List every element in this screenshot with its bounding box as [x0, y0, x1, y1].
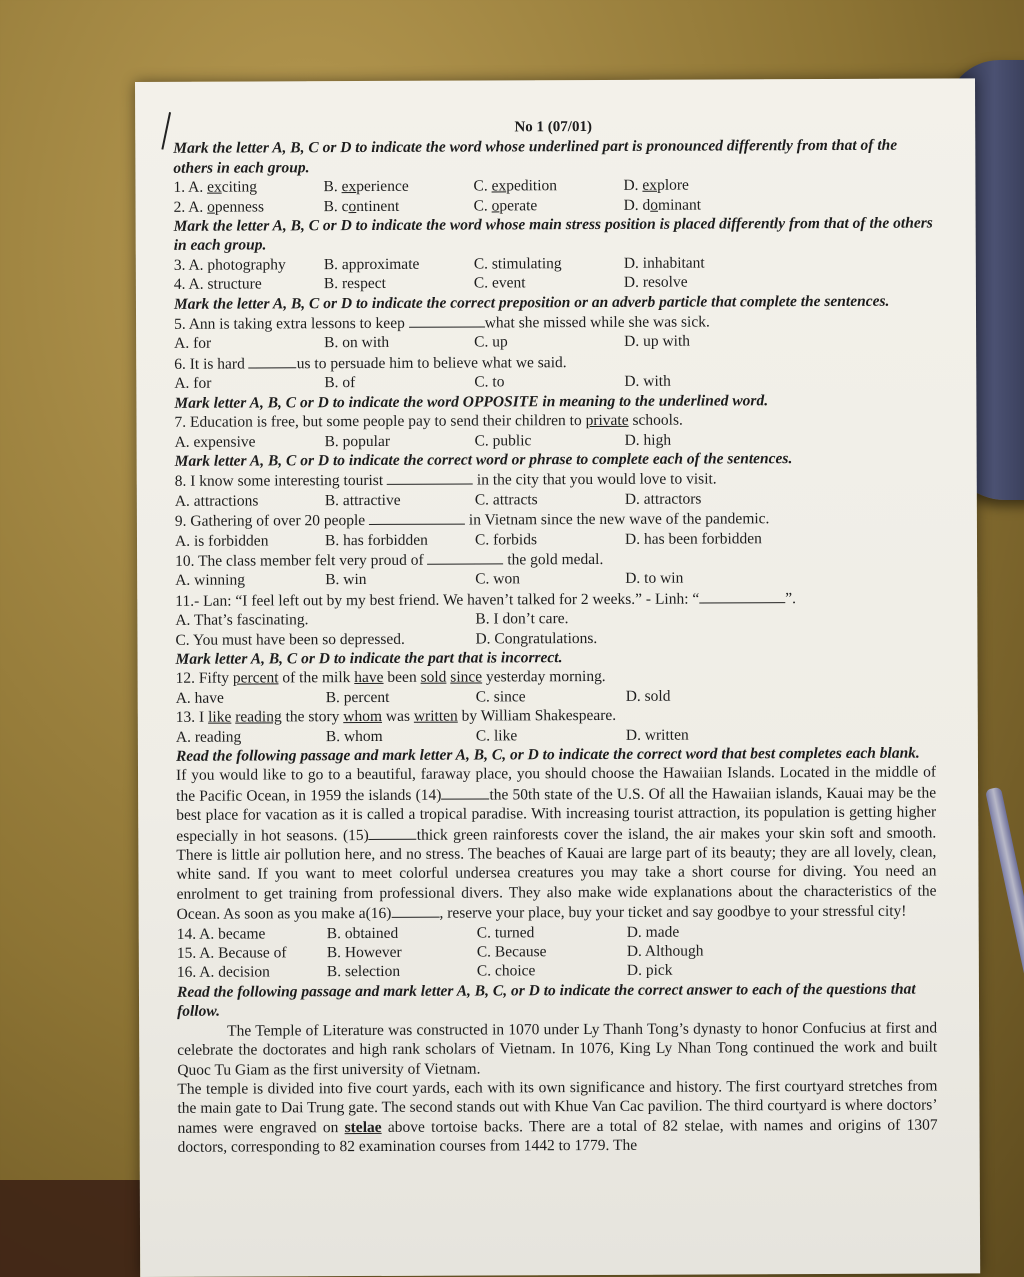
pen-mark — [161, 112, 171, 150]
question-11-options-cd: C. You must have been so depressed. D. Congratulations. — [175, 629, 598, 649]
instruction-preposition: Mark the letter A, B, C or D to indicate the correct preposition or an adverb particle that complete the sentences. — [173, 292, 890, 313]
answer-blank — [441, 784, 489, 799]
question-12-stem: 12. Fifty percent of the milk have been sold since yesterday morning. — [175, 668, 606, 688]
question-2: 2. A. openness B. continent C. operate D. dominant — [173, 196, 702, 216]
answer-blank — [427, 549, 503, 564]
question-9-stem: 9. Gathering of over 20 people in Vietnam since the new wave of the pandemic. — [174, 510, 770, 530]
answer-blank — [699, 588, 785, 603]
instruction-stress: Mark the letter A, B, C or D to indicate the word whose main stress position is placed differently from that of the others in each group. — [173, 214, 933, 255]
question-7-options: A. expensive B. popular C. public D. high — [174, 431, 672, 451]
question-16-options: 16. A. decision B. selection C. choice D. pick — [176, 962, 673, 982]
question-5-options: A. for B. on with C. up D. up with — [174, 333, 691, 353]
answer-blank — [409, 313, 485, 328]
worksheet-page — [135, 78, 980, 1277]
instruction-cloze: Read the following passage and mark letter A, B, C, or D to indicate the correct word that best completes each blank. — [175, 744, 920, 765]
instruction-pronunciation: Mark the letter A, B, C or D to indicate the word whose underlined part is pronounced differently from that of the others in each group. — [173, 137, 898, 177]
worksheet-content — [173, 117, 938, 1158]
question-11-options-ab: A. That’s fascinating. B. I don’t care. — [175, 610, 569, 629]
instruction-reading: Read the following passage and mark letter A, B, C, or D to indicate the correct answer to each of the questions that follow. — [176, 980, 916, 1021]
question-14-options: 14. A. became B. obtained C. turned D. made — [176, 923, 680, 943]
question-12-options: A. have B. percent C. since D. sold — [175, 687, 671, 707]
question-15-options: 15. A. Because of B. However C. Because D. Although — [176, 942, 704, 962]
question-5-stem: 5. Ann is taking extra lessons to keep what she missed while she was sick. — [174, 313, 710, 333]
question-10-stem: 10. The class member felt very proud of the gold medal. — [175, 550, 604, 570]
question-8-options: A. attractions B. attractive C. attracts D. attractors — [174, 490, 702, 510]
question-13-options: A. reading B. whom C. like D. written — [175, 726, 689, 746]
question-6-options: A. for B. of C. to D. with — [174, 372, 671, 393]
question-4: 4. A. structure B. respect C. event D. resolve — [173, 273, 688, 294]
question-1: 1. A. exciting B. experience C. expedition D. explore — [173, 176, 689, 197]
question-10-options: A. winning B. win C. won D. to win — [175, 569, 684, 590]
instruction-complete-sentence: Mark letter A, B, C or D to indicate the correct word or phrase to complete each of the sentences. — [174, 450, 793, 470]
ballpoint-pen — [985, 787, 1024, 1084]
question-6-stem: 6. It is hard us to persuade him to believe what we said. — [174, 353, 567, 373]
answer-blank — [387, 470, 473, 485]
passage-hawaii: If you would like to go to a beautiful, faraway place, you should choose the Hawaiian Islands. Located in the middle of the Pacific Ocean, in 1959 the islands (14) the 50th state of the U.S. Of all the Hawaiian islands, Kauai may be the best place for vacation as it is called a tropical paradise. With increasing tourist attraction, its population is getting higher especially in hot seasons. (15) thick green rainforests cover the island, the air makes your skin soft and smooth. There is little air pollution here, and no stress. The beaches of Kauai are large part of its beauty; they are all lovely, clean, white sand. If you want to meet colorful undersea creatures you may take a short course for diving. You need an enrolment to get training from professional divers. They also make wide explanations about the characteristics of the Ocean. As soon as you make a(16) , reserve your place, buy your ticket and say goodbye to your stressful city! — [175, 763, 937, 924]
question-9-options: A. is forbidden B. has forbidden C. forbids D. has been forbidden — [174, 529, 762, 550]
passage-temple-paragraph-1: The Temple of Literature was constructed in 1070 under Ly Thanh Tong’s dynasty to honor Confucius at first and celebrate the doctorates and high rank scholars of Vietnam. In 1076, King Ly Nhan Tong continued the work and built Quoc Tu Giam as the first university of Vietnam. — [177, 1019, 938, 1079]
instruction-error: Mark letter A, B, C or D to indicate the part that is incorrect. — [175, 649, 563, 668]
question-13-stem: 13. I like reading the story whom was written by William Shakespeare. — [175, 707, 617, 727]
instruction-opposite: Mark letter A, B, C or D to indicate the word OPPOSITE in meaning to the underlined word. — [174, 391, 769, 412]
question-11-stem: 11.- Lan: “I feel left out by my best friend. We haven’t talked for 2 weeks.” - Linh: “ ”. — [175, 589, 797, 610]
passage-temple-paragraph-2: The temple is divided into five court yards, each with its own significance and history. The first courtyard stretches from the main gate to Dai Trung gate. The second stands out with Khue Van Cac pavilion. The third courtyard is where doctors’ names were engraved on stelae above tortoise backs. There are a total of 82 stelae, with names and origins of 1307 doctors, corresponding to 82 examination courses from 1442 to 1779. The — [177, 1077, 938, 1156]
answer-blank — [369, 510, 465, 525]
answer-blank — [249, 353, 297, 368]
question-3: 3. A. photography B. approximate C. stimulating D. inhabitant — [173, 254, 705, 274]
answer-blank — [391, 903, 439, 918]
page-title: No 1 (07/01) — [514, 119, 592, 136]
question-8-stem: 8. I know some interesting tourist in the city that you would love to visit. — [174, 470, 717, 491]
answer-blank — [369, 824, 417, 839]
desk-corner — [0, 1180, 140, 1277]
question-7-stem: 7. Education is free, but some people pay to send their children to private schools. — [174, 411, 683, 431]
